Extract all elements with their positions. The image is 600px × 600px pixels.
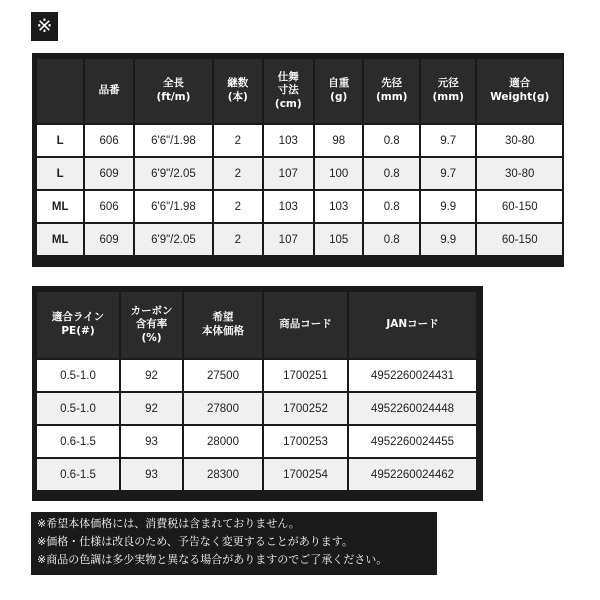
table-header-cell: 適合ライン PE(#) <box>37 292 119 358</box>
table-cell: 28000 <box>184 426 262 457</box>
table-cell: 93 <box>121 426 182 457</box>
table-cell: 0.8 <box>364 191 419 222</box>
table-cell: 609 <box>85 158 132 189</box>
table-header-cell: 自重 (g) <box>315 59 362 123</box>
table-cell: 9.7 <box>421 125 476 156</box>
table-row <box>37 393 476 424</box>
table-header-cell: 適合 Weight(g) <box>477 59 562 123</box>
table-row <box>37 125 562 156</box>
table-header-cell: 商品コード <box>264 292 347 358</box>
spec-table-1-frame <box>32 53 564 267</box>
note-mark-badge: ※ <box>31 12 58 41</box>
table-cell: 1700251 <box>264 360 347 391</box>
table-header-cell: 品番 <box>85 59 132 123</box>
table-cell: 4952260024462 <box>349 459 476 490</box>
table-cell: 6'9"/2.05 <box>135 224 212 255</box>
table-header-cell: JANコード <box>349 292 476 358</box>
table-cell: 606 <box>85 125 132 156</box>
table-cell: 100 <box>315 158 362 189</box>
table-cell: 609 <box>85 224 132 255</box>
table-cell: 0.8 <box>364 125 419 156</box>
table-cell: 6'6"/1.98 <box>135 191 212 222</box>
table-cell: 0.6-1.5 <box>37 426 119 457</box>
table-cell: 103 <box>264 191 314 222</box>
table-cell: 2 <box>214 125 261 156</box>
table-cell: 6'9"/2.05 <box>135 158 212 189</box>
table-header-cell: 元径 (mm) <box>421 59 476 123</box>
notes-box <box>31 512 437 575</box>
table-cell: 9.9 <box>421 224 476 255</box>
table-cell: 93 <box>121 459 182 490</box>
table-cell: 60-150 <box>477 224 562 255</box>
table-cell: 1700252 <box>264 393 347 424</box>
spec-table-1 <box>35 57 564 257</box>
table-header-cell: 先径 (mm) <box>364 59 419 123</box>
table-row <box>37 426 476 457</box>
table-header-cell: 希望 本体価格 <box>184 292 262 358</box>
spec-table-2-frame <box>32 286 483 501</box>
table-row <box>37 191 562 222</box>
table-cell: 606 <box>85 191 132 222</box>
table-cell: ML <box>37 191 83 222</box>
table-cell: 4952260024448 <box>349 393 476 424</box>
table-cell: 0.8 <box>364 158 419 189</box>
table-row <box>37 224 562 255</box>
table-cell: 0.5-1.0 <box>37 393 119 424</box>
table-cell: 98 <box>315 125 362 156</box>
table-cell: 2 <box>214 224 261 255</box>
table-cell: 30-80 <box>477 125 562 156</box>
table-cell: 0.5-1.0 <box>37 360 119 391</box>
table-cell: 28300 <box>184 459 262 490</box>
table-row <box>37 360 476 391</box>
table-cell: 9.7 <box>421 158 476 189</box>
table-header-cell <box>37 59 83 123</box>
table-cell: 107 <box>264 224 314 255</box>
table-cell: L <box>37 125 83 156</box>
table-cell: 0.6-1.5 <box>37 459 119 490</box>
table-header-cell: 継数 (本) <box>214 59 261 123</box>
table-header-cell: 仕舞 寸法 (cm) <box>264 59 314 123</box>
table-cell: 103 <box>264 125 314 156</box>
table-cell: 1700254 <box>264 459 347 490</box>
table-header-row <box>37 59 562 123</box>
table-header-cell: 全長 (ft/m) <box>135 59 212 123</box>
note-line: ※商品の色調は多少実物と異なる場合がありますのでご了承ください。 <box>37 553 388 566</box>
table-cell: 2 <box>214 158 261 189</box>
table-cell: 92 <box>121 393 182 424</box>
table-cell: 27500 <box>184 360 262 391</box>
table-cell: 2 <box>214 191 261 222</box>
table-row <box>37 158 562 189</box>
table-cell: 30-80 <box>477 158 562 189</box>
table-cell: 6'6"/1.98 <box>135 125 212 156</box>
table-cell: 105 <box>315 224 362 255</box>
table-cell: 4952260024455 <box>349 426 476 457</box>
table-cell: ML <box>37 224 83 255</box>
table-row <box>37 459 476 490</box>
note-line: ※価格・仕様は改良のため、予告なく変更することがあります。 <box>37 535 353 548</box>
table-cell: 1700253 <box>264 426 347 457</box>
table-cell: 0.8 <box>364 224 419 255</box>
spec-table-2 <box>35 290 478 492</box>
table-cell: 92 <box>121 360 182 391</box>
table-cell: 107 <box>264 158 314 189</box>
note-line: ※希望本体価格には、消費税は含まれておりません。 <box>37 517 300 530</box>
table-cell: 9.9 <box>421 191 476 222</box>
table-cell: 103 <box>315 191 362 222</box>
table-cell: 27800 <box>184 393 262 424</box>
table-header-cell: カーボン 含有率 (%) <box>121 292 182 358</box>
table-cell: L <box>37 158 83 189</box>
table-cell: 60-150 <box>477 191 562 222</box>
table-header-row <box>37 292 476 358</box>
table-cell: 4952260024431 <box>349 360 476 391</box>
